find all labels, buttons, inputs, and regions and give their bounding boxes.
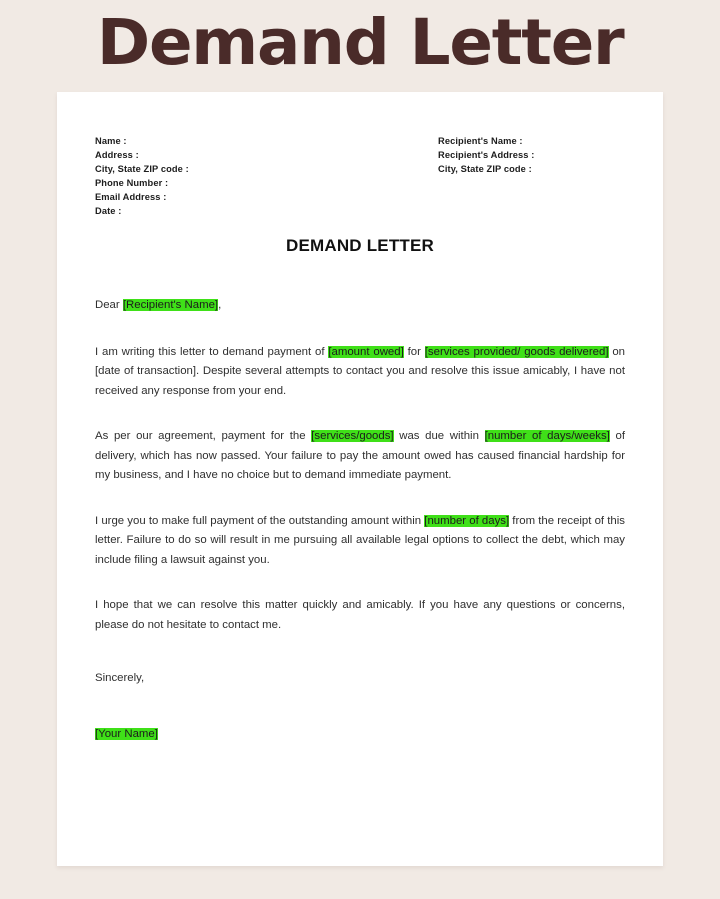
paragraph-4: I hope that we can resolve this matter quickly and amicably. If you have any questions or concerns, please do not hesitate to contact me. <box>95 599 625 631</box>
paragraph-2-part-1: As per our agreement, payment for the <box>95 430 312 442</box>
services-goods-delivered-placeholder: [services provided/ goods delivered] <box>424 345 609 358</box>
sender-date-label: Date : <box>95 205 122 216</box>
salutation-prefix: Dear <box>95 299 123 311</box>
closing-line: Sincerely, <box>95 672 145 684</box>
sender-city-state-zip-label: City, State ZIP code : <box>95 163 189 174</box>
paragraph-2-part-3: of delivery, which has now passed. Your failure to pay the amount owed has caused financial hardship for my business, and I have no choice but to demand immediate payment. <box>95 430 626 481</box>
paragraph-2 <box>95 427 625 486</box>
sender-name-label: Name : <box>95 136 127 146</box>
paragraph-3-part-2: from the receipt of this letter. Failure to do so will result in me pursuing all available legal options to collect the debt, which may include filing a lawsuit against you. <box>95 514 625 566</box>
paragraph-1-part-2: for <box>403 345 425 358</box>
page-title: Demand Letter <box>96 6 624 79</box>
sender-address-block <box>95 135 189 218</box>
sender-address-label: Address : <box>95 149 139 160</box>
paragraph-1-part-3: on [date of transaction]. Despite several attempts to contact you and resolve this issue amicably, I have not received any response from your end. <box>95 345 626 397</box>
paragraph-2-part-2: was due within <box>393 430 485 442</box>
amount-owed-placeholder: [amount owed] <box>328 345 404 358</box>
sender-phone-label: Phone Number : <box>95 177 169 188</box>
number-of-days-weeks-placeholder: [number of days/weeks] <box>484 430 610 442</box>
your-name-placeholder: [Your Name] <box>95 727 158 740</box>
paragraph-3-part-1: I urge you to make full payment of the outstanding amount within <box>95 514 425 527</box>
paragraph-1 <box>95 343 625 402</box>
letter-heading: DEMAND LETTER <box>285 236 435 255</box>
address-header <box>90 92 630 216</box>
paragraph-3 <box>95 512 625 571</box>
poster-title-area <box>0 8 720 78</box>
paragraph-1-part-1: I am writing this letter to demand payment of <box>95 345 329 358</box>
number-of-days-placeholder: [number of days] <box>424 514 510 527</box>
services-goods-placeholder: [services/goods] <box>311 430 394 442</box>
signature-line <box>95 725 625 745</box>
sender-email-label: Email Address : <box>95 191 167 202</box>
letter-sheet <box>57 92 663 866</box>
salutation-recipient-placeholder: [Recipient's Name] <box>122 299 219 311</box>
recipient-address-label: Recipient's Address : <box>438 149 535 160</box>
salutation-line <box>95 296 625 316</box>
salutation-suffix: , <box>218 299 222 311</box>
recipient-address-block <box>438 135 534 177</box>
letter-body <box>90 296 630 744</box>
recipient-city-state-zip-label: City, State ZIP code : <box>438 163 532 174</box>
recipient-name-label: Recipient's Name : <box>438 136 523 146</box>
